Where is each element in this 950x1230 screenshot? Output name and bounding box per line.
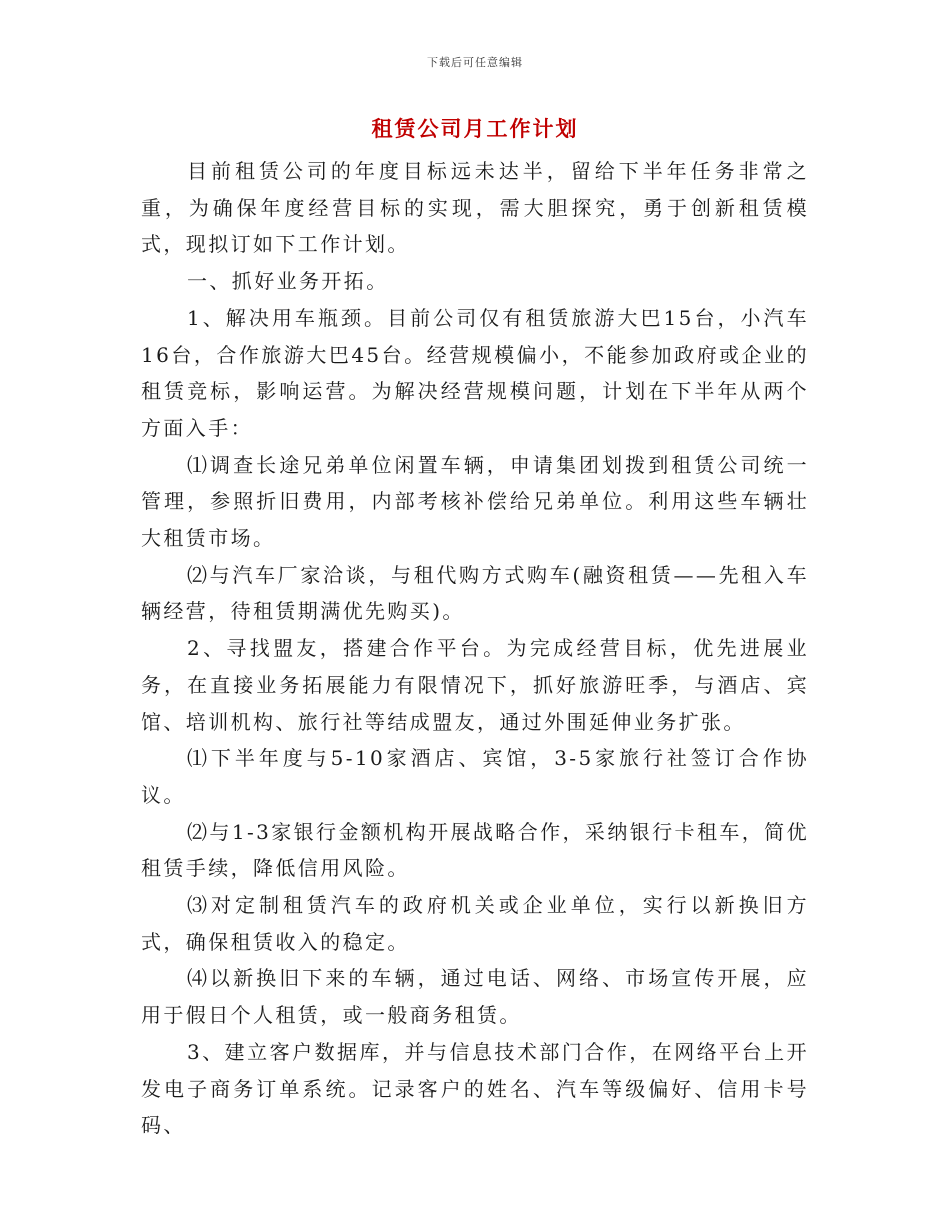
section-heading-business: 一、抓好业务开拓。 xyxy=(187,269,389,294)
header-note: 下载后可任意编辑 xyxy=(427,56,523,69)
paragraph-item-replaced-vehicles: ⑷以新换旧下来的车辆，通过电话、网络、市场宣传开展，应用于假日个人租赁，或一般商务租赁。 xyxy=(141,966,809,1028)
paragraph-item-trade-in: ⑶对定制租赁汽车的政府机关或企业单位，实行以新换旧方式，确保租赁收入的稳定。 xyxy=(141,893,809,954)
paragraph-item-hotel-agreements: ⑴下半年度与5-10家酒店、宾馆，3-5家旅行社签订合作协议。 xyxy=(141,746,809,807)
document-title: 租赁公司月工作计划 xyxy=(371,117,579,141)
document-body xyxy=(141,153,809,1144)
intro-paragraph: 目前租赁公司的年度目标远未达半，留给下半年任务非常之重，为确保年度经营目标的实现，需大胆探究，勇于创新租赁模式，现拟订如下工作计划。 xyxy=(141,159,809,257)
paragraph-item-idle-vehicles: ⑴调查长途兄弟单位闲置车辆，申请集团划拨到租赁公司统一管理，参照折旧费用，内部考核补偿给兄弟单位。利用这些车辆壮大租赁市场。 xyxy=(141,452,809,551)
paragraph-item-manufacturer-talks: ⑵与汽车厂家洽谈，与租代购方式购车(融资租赁——先租入车辆经营，待租赁期满优先购买)。 xyxy=(141,562,809,624)
paragraph-find-allies: 2、寻找盟友，搭建合作平台。为完成经营目标，优先进展业务，在直接业务拓展能力有限情况下，抓好旅游旺季，与酒店、宾馆、培训机构、旅行社等结成盟友，通过外围延伸业务扩张。 xyxy=(141,636,809,734)
paragraph-customer-database: 3、建立客户数据库，并与信息技术部门合作，在网络平台上开发电子商务订单系统。记录客户的姓名、汽车等级偏好、信用卡号码、 xyxy=(141,1039,809,1138)
paragraph-item-bank-cooperation: ⑵与1-3家银行金额机构开展战略合作，采纳银行卡租车，简优租赁手续，降低信用风险。 xyxy=(141,819,809,881)
paragraph-vehicle-bottleneck: 1、解决用车瓶颈。目前公司仅有租赁旅游大巴15台，小汽车16台，合作旅游大巴45台。经营规模偏小，不能参加政府或企业的租赁竞标，影响运营。为解决经营规模问题，计划在下半年从两个方面入手： xyxy=(141,305,809,440)
